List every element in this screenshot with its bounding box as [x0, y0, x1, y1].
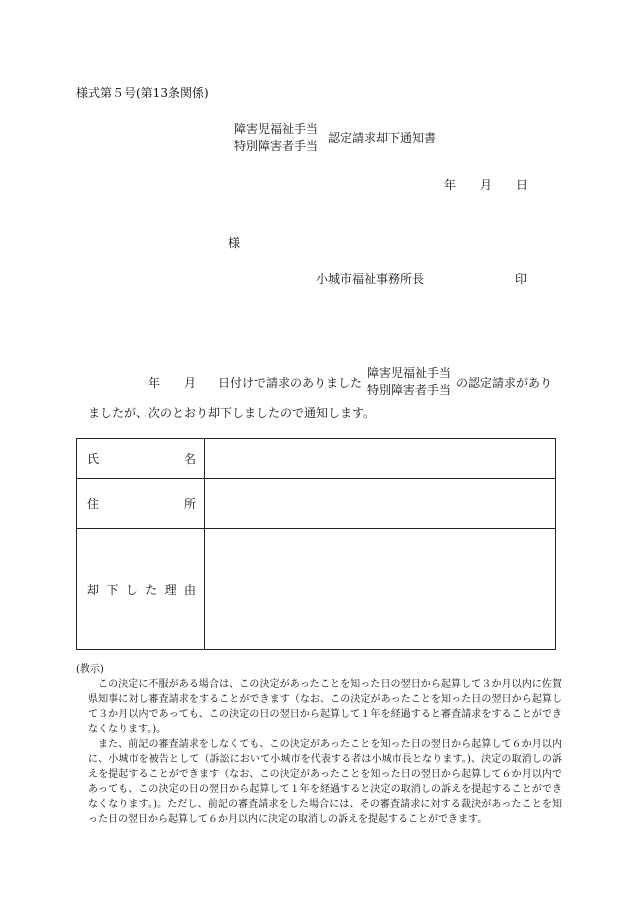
reason-label-char: 却 — [87, 582, 100, 597]
date-year-label: 年 — [444, 178, 457, 192]
seal-mark: 印 — [515, 272, 528, 286]
notes-paragraph-2: また、前記の審査請求をしなくても、この決定があったことを知った日の翌日から起算して６か月以内に、小城市を被告として（訴訟において小城市を代表する者は小城市長となります。)、決定の取消しの訴えを提起することができます（なお、この決定があったことを知った日の翌日から起算して６か月以内であっても、この決定の日の翌日から起算して１年を経過すると決定の取消しの訴えを提起することができなくなります。)。ただし、前記の審査請求をした場合には、その審査請求に対する裁決があったことを知った日の翌日から起算して６か月以内に決定の取消しの訴えを提起することができます。 — [88, 739, 562, 825]
body-dated-text: 日付けで請求のありました — [218, 376, 363, 390]
body-request-date — [148, 374, 362, 391]
name-label — [77, 450, 204, 467]
info-table — [76, 438, 556, 650]
name-label-char: 氏 — [87, 452, 100, 466]
body-allowance-2: 特別障害者手当 — [367, 383, 452, 397]
body-allowance-1: 障害児福祉手当 — [367, 366, 452, 380]
reason-label-char: 下 — [106, 582, 119, 597]
name-label-cell — [77, 439, 205, 479]
notes-paragraph-1: この決定に不服がある場合は、この決定があったことを知った日の翌日から起算して３か月以内に佐賀県知事に対し審査請求をすることができます（なお、この決定があったことを知った日の翌日から起算して３か月以内であっても、この決定の日の翌日から起算して１年を経過すると審査請求をすることができなくなります。)。 — [88, 679, 562, 735]
body-year-label: 年 — [148, 376, 161, 390]
address-label-cell — [77, 479, 205, 529]
reason-row — [77, 529, 556, 650]
body-allowance-stack — [367, 365, 451, 399]
body-month-label: 月 — [184, 376, 197, 390]
address-label — [77, 495, 204, 512]
reason-label-char: 理 — [164, 582, 177, 597]
address-label-char: 所 — [183, 497, 196, 511]
reason-label-cell — [77, 529, 205, 650]
name-row — [77, 439, 556, 479]
date-day-label: 日 — [516, 178, 529, 192]
notes-heading: (教示) — [76, 664, 104, 675]
address-label-char: 住 — [87, 497, 100, 511]
title-allowance-stack — [234, 121, 318, 155]
reason-label-char: 由 — [183, 582, 196, 597]
body-tail: の認定請求があり — [456, 376, 553, 390]
address-row — [77, 479, 556, 529]
document-title: 認定請求却下通知書 — [328, 131, 437, 145]
reason-value[interactable] — [205, 529, 556, 650]
title-allowance-2: 特別障害者手当 — [234, 139, 319, 153]
name-label-char: 名 — [183, 452, 196, 466]
reason-label-char: し — [125, 582, 138, 597]
addressee-suffix: 様 — [228, 236, 241, 250]
reason-label — [77, 581, 204, 598]
issue-date — [444, 176, 528, 193]
body-line-2: ましたが、次のとおり却下しましたので通知します。 — [88, 406, 376, 420]
form-number: 様式第５号(第13条関係) — [76, 86, 209, 100]
reason-label-char: た — [145, 582, 158, 597]
name-value[interactable] — [205, 439, 556, 479]
issuer-name: 小城市福祉事務所長 — [316, 272, 425, 286]
instruction-notes — [76, 662, 562, 827]
address-value[interactable] — [205, 479, 556, 529]
title-allowance-1: 障害児福祉手当 — [234, 122, 319, 136]
date-month-label: 月 — [480, 178, 493, 192]
